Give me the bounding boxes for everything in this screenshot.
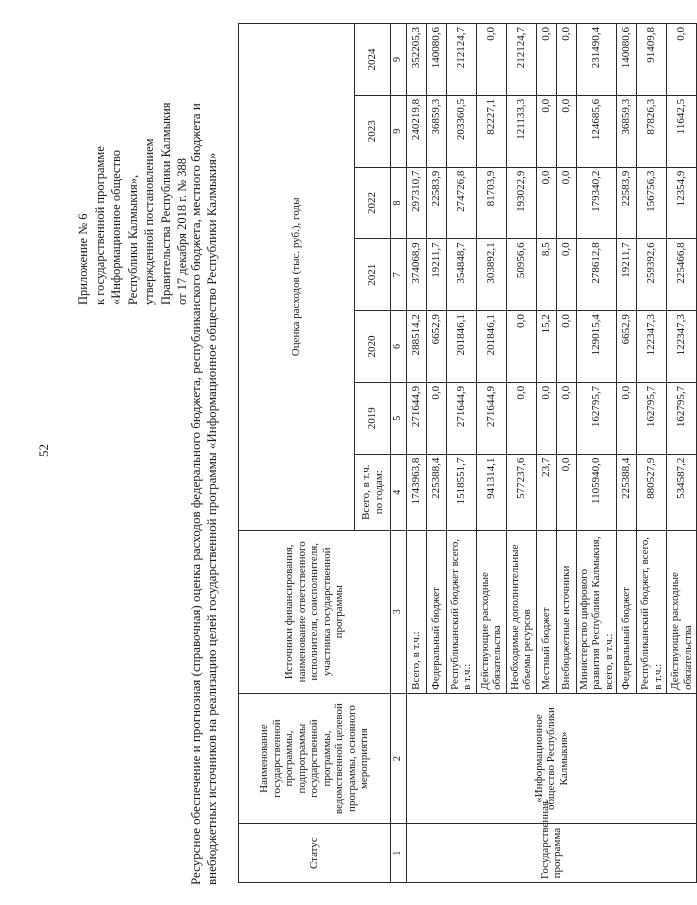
year-value-cell: 0,0 bbox=[536, 167, 556, 239]
year-value-cell: 0,0 bbox=[536, 95, 556, 167]
header-year: 2022 bbox=[355, 167, 391, 239]
header-sources: Источники финансирования, наименование ответственного исполнителя, соисполнителя, участника государственной программы bbox=[239, 530, 391, 693]
year-value-cell: 212124,7 bbox=[506, 24, 536, 96]
year-value-cell: 0,0 bbox=[556, 95, 576, 167]
source-cell: Местный бюджет bbox=[536, 530, 556, 693]
year-value-cell: 50956,6 bbox=[506, 239, 536, 311]
year-value-cell: 179340,2 bbox=[576, 167, 617, 239]
year-value-cell: 19211,7 bbox=[617, 239, 637, 311]
year-value-cell: 140080,6 bbox=[617, 24, 637, 96]
year-value-cell: 303892,1 bbox=[476, 239, 506, 311]
year-value-cell: 124685,6 bbox=[576, 95, 617, 167]
year-value-cell: 91409,8 bbox=[637, 24, 667, 96]
header-total: Всего, в т.ч. по годам: bbox=[355, 454, 391, 530]
appendix-line: Республики Калмыкия», bbox=[125, 174, 140, 305]
source-cell: Федеральный бюджет bbox=[617, 530, 637, 693]
year-value-cell: 122347,3 bbox=[637, 311, 667, 383]
year-value-cell: 22583,9 bbox=[617, 167, 637, 239]
year-value-cell: 162795,7 bbox=[637, 382, 667, 454]
title-line-1: Ресурсное обеспечение и прогнозная (справочная) оценка расходов федерального бюджета, республиканского бюджета, местного бюджета и bbox=[188, 103, 203, 885]
year-value-cell: 19211,7 bbox=[426, 239, 446, 311]
total-cell: 941314,1 bbox=[476, 454, 506, 530]
column-number: 6 bbox=[391, 311, 407, 383]
year-value-cell: 0,0 bbox=[556, 24, 576, 96]
year-value-cell: 6652,9 bbox=[426, 311, 446, 383]
year-value-cell: 121133,3 bbox=[506, 95, 536, 167]
appendix-line: к государственной программе bbox=[92, 146, 107, 305]
year-value-cell: 0,0 bbox=[617, 382, 637, 454]
total-cell: 1518551,7 bbox=[446, 454, 476, 530]
year-value-cell: 354848,7 bbox=[446, 239, 476, 311]
source-cell: Всего, в т.ч.: bbox=[406, 530, 426, 693]
year-value-cell: 0,0 bbox=[556, 239, 576, 311]
year-value-cell: 0,0 bbox=[556, 167, 576, 239]
appendix-line: Приложение № 6 bbox=[76, 213, 90, 305]
column-number: 7 bbox=[391, 239, 407, 311]
source-cell: Федеральный бюджет bbox=[426, 530, 446, 693]
column-number: 2 bbox=[391, 693, 407, 823]
column-number: 9 bbox=[391, 24, 407, 96]
page-number: 52 bbox=[36, 444, 51, 457]
header-program-name: Наименование государственной программы, подпрограммы государственной программы, ведомственной целевой программы, основного мероприятия bbox=[239, 693, 391, 823]
total-cell: 1743963,8 bbox=[406, 454, 426, 530]
year-value-cell: 225466,8 bbox=[667, 239, 697, 311]
appendix-line: утвержденной постановлением bbox=[142, 138, 156, 305]
year-value-cell: 271644,9 bbox=[446, 382, 476, 454]
year-value-cell: 140080,6 bbox=[426, 24, 446, 96]
title-line-2: внебюджетных источников на реализацию целей государственной программы «Информационное общество Республики Калмыкия» bbox=[204, 152, 219, 885]
header-year: 2019 bbox=[355, 382, 391, 454]
year-value-cell: 274726,8 bbox=[446, 167, 476, 239]
year-value-cell: 271644,9 bbox=[406, 382, 426, 454]
year-value-cell: 0,0 bbox=[426, 382, 446, 454]
column-number: 5 bbox=[391, 382, 407, 454]
total-cell: 0,0 bbox=[556, 454, 576, 530]
total-cell: 225388,4 bbox=[426, 454, 446, 530]
year-value-cell: 259392,6 bbox=[637, 239, 667, 311]
appendix-block bbox=[75, 5, 191, 305]
year-value-cell: 0,0 bbox=[536, 24, 556, 96]
year-value-cell: 352205,3 bbox=[406, 24, 426, 96]
source-cell: Внебюджетные источники bbox=[556, 530, 576, 693]
header-year: 2023 bbox=[355, 95, 391, 167]
year-value-cell: 0,0 bbox=[536, 382, 556, 454]
year-value-cell: 201846,1 bbox=[476, 311, 506, 383]
source-cell: Действующие расходные обязательства bbox=[667, 530, 697, 693]
header-year: 2024 bbox=[355, 24, 391, 96]
year-value-cell: 87826,3 bbox=[637, 95, 667, 167]
column-number-row bbox=[391, 24, 407, 883]
year-value-cell: 129015,4 bbox=[576, 311, 617, 383]
status-cell: Государственная программа bbox=[406, 824, 697, 883]
year-value-cell: 297310,7 bbox=[406, 167, 426, 239]
year-value-cell: 0,0 bbox=[556, 382, 576, 454]
year-value-cell: 0,0 bbox=[476, 24, 506, 96]
year-value-cell: 15,2 bbox=[536, 311, 556, 383]
source-cell: Республиканский бюджет, всего, в т.ч.: bbox=[637, 530, 667, 693]
appendix-line: «Информационное общество bbox=[109, 149, 123, 305]
source-cell: Необходимые дополнительные объемы ресурсов bbox=[506, 530, 536, 693]
total-cell: 880527,9 bbox=[637, 454, 667, 530]
total-cell: 1105940,0 bbox=[576, 454, 617, 530]
table-row bbox=[406, 24, 426, 883]
total-cell: 23,7 bbox=[536, 454, 556, 530]
year-value-cell: 162795,7 bbox=[667, 382, 697, 454]
year-value-cell: 374068,9 bbox=[406, 239, 426, 311]
document-title bbox=[188, 25, 220, 885]
year-value-cell: 288514,2 bbox=[406, 311, 426, 383]
year-value-cell: 162795,7 bbox=[576, 382, 617, 454]
budget-table bbox=[238, 23, 697, 883]
year-value-cell: 12354,9 bbox=[667, 167, 697, 239]
year-value-cell: 8,5 bbox=[536, 239, 556, 311]
year-value-cell: 231490,4 bbox=[576, 24, 617, 96]
year-value-cell: 6652,9 bbox=[617, 311, 637, 383]
header-year: 2021 bbox=[355, 239, 391, 311]
year-value-cell: 36859,3 bbox=[617, 95, 637, 167]
year-value-cell: 201846,1 bbox=[446, 311, 476, 383]
total-cell: 534587,2 bbox=[667, 454, 697, 530]
source-cell: Действующие расходные обязательства bbox=[476, 530, 506, 693]
column-number: 1 bbox=[391, 824, 407, 883]
year-value-cell: 0,0 bbox=[506, 311, 536, 383]
year-value-cell: 122347,3 bbox=[667, 311, 697, 383]
year-value-cell: 36859,3 bbox=[426, 95, 446, 167]
column-number: 9 bbox=[391, 95, 407, 167]
column-number: 8 bbox=[391, 167, 407, 239]
year-value-cell: 212124,7 bbox=[446, 24, 476, 96]
header-year: 2020 bbox=[355, 311, 391, 383]
year-value-cell: 22583,9 bbox=[426, 167, 446, 239]
year-value-cell: 0,0 bbox=[667, 24, 697, 96]
year-value-cell: 0,0 bbox=[556, 311, 576, 383]
year-value-cell: 156756,3 bbox=[637, 167, 667, 239]
year-value-cell: 271644,9 bbox=[476, 382, 506, 454]
source-cell: Министерство цифрового развития Республики Калмыкия, всего, в т.ч.: bbox=[576, 530, 617, 693]
year-value-cell: 82227,1 bbox=[476, 95, 506, 167]
program-name-cell: «Информационное общество Республики Калмыкия» bbox=[406, 693, 697, 823]
year-value-cell: 81703,9 bbox=[476, 167, 506, 239]
total-cell: 577237,6 bbox=[506, 454, 536, 530]
column-number: 4 bbox=[391, 454, 407, 530]
year-value-cell: 11642,5 bbox=[667, 95, 697, 167]
column-number: 3 bbox=[391, 530, 407, 693]
source-cell: Республиканский бюджет всего, в т.ч.: bbox=[446, 530, 476, 693]
year-value-cell: 0,0 bbox=[506, 382, 536, 454]
year-value-cell: 240219,8 bbox=[406, 95, 426, 167]
total-cell: 225388,4 bbox=[617, 454, 637, 530]
header-status: Статус bbox=[239, 824, 391, 883]
year-value-cell: 203360,5 bbox=[446, 95, 476, 167]
header-estimate: Оценка расходов (тыс. руб.), годы bbox=[239, 24, 355, 531]
year-value-cell: 193022,9 bbox=[506, 167, 536, 239]
year-value-cell: 278612,8 bbox=[576, 239, 617, 311]
appendix-line: от 17 декабря 2018 г. № 388 bbox=[175, 157, 189, 305]
appendix-line: Правительства Республики Калмыкия bbox=[158, 102, 173, 305]
